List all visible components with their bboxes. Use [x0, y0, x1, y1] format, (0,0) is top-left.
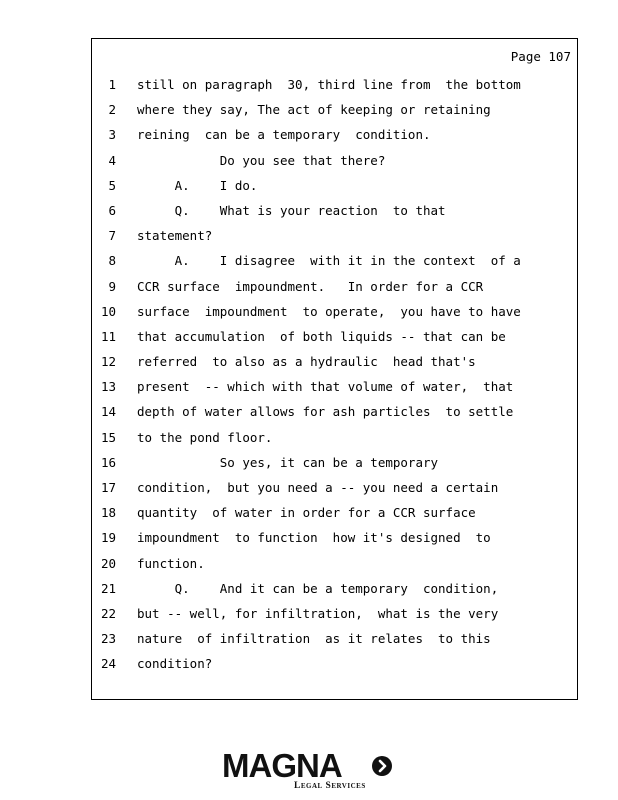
transcript-line — [92, 475, 577, 500]
line-text: referred to also as a hydraulic head that's — [137, 354, 476, 370]
transcript-line — [92, 173, 577, 198]
line-text: still on paragraph 30, third line from the bottom — [137, 77, 521, 92]
line-number: 3 — [108, 127, 116, 143]
transcript-line — [92, 525, 577, 550]
page-number: Page 107 — [510, 49, 571, 64]
line-text: A. I do. — [137, 177, 258, 193]
chevron-right-circle-icon — [372, 756, 392, 776]
line-number: 15 — [100, 429, 116, 445]
line-text: A. I disagree with it in the context of a — [137, 253, 521, 269]
line-number: 9 — [108, 278, 116, 294]
transcript-line — [92, 450, 577, 475]
transcript-line — [92, 122, 577, 147]
transcript-line — [92, 399, 577, 424]
transcript-line — [92, 425, 577, 450]
transcript-line — [92, 223, 577, 248]
line-text: depth of water allows for ash particles to settle — [137, 404, 514, 420]
logo-wordmark: MAGNA — [222, 747, 342, 784]
line-number: 16 — [100, 454, 116, 470]
line-text: So yes, it can be a temporary — [137, 454, 439, 470]
transcript-line — [92, 299, 577, 324]
transcript-line — [92, 324, 577, 349]
transcript-page — [91, 38, 578, 700]
transcript-lines — [92, 72, 577, 677]
line-number: 10 — [100, 303, 116, 319]
line-text: statement? — [137, 228, 213, 244]
line-number: 8 — [108, 253, 116, 269]
line-number: 1 — [108, 77, 116, 92]
transcript-line — [92, 374, 577, 399]
transcript-line — [92, 97, 577, 122]
transcript-line — [92, 576, 577, 601]
line-text: reining can be a temporary condition. — [137, 127, 431, 143]
line-number: 22 — [100, 605, 116, 621]
transcript-line — [92, 349, 577, 374]
line-number: 13 — [100, 379, 116, 395]
transcript-line — [92, 274, 577, 299]
transcript-line — [92, 651, 577, 676]
transcript-line — [92, 500, 577, 525]
line-number: 5 — [108, 177, 116, 193]
line-number: 18 — [100, 505, 116, 521]
line-text: CCR surface impoundment. In order for a CCR — [137, 278, 484, 294]
line-text: where they say, The act of keeping or retaining — [137, 102, 491, 118]
line-text: Q. And it can be a temporary condition, — [137, 580, 499, 596]
line-number: 24 — [100, 656, 116, 672]
transcript-line — [92, 626, 577, 651]
line-text: that accumulation of both liquids -- that can be — [137, 328, 506, 344]
line-number: 23 — [100, 631, 116, 647]
line-text: function. — [137, 555, 205, 571]
line-text: to the pond floor. — [137, 429, 273, 445]
line-number: 11 — [100, 328, 116, 344]
line-text: Do you see that there? — [137, 152, 386, 168]
line-text: surface impoundment to operate, you have to have — [137, 303, 521, 319]
logo-subtitle: Legal Services — [294, 781, 366, 791]
transcript-line — [92, 551, 577, 576]
transcript-line — [92, 198, 577, 223]
line-number: 17 — [100, 480, 116, 495]
transcript-line — [92, 148, 577, 173]
line-number: 21 — [100, 580, 116, 596]
line-number: 14 — [100, 404, 116, 420]
line-text: condition, but you need a -- you need a certain — [137, 480, 499, 495]
line-text: Q. What is your reaction to that — [137, 202, 446, 218]
transcript-line — [92, 248, 577, 273]
line-number: 12 — [100, 354, 116, 370]
line-number: 6 — [108, 202, 116, 218]
line-text: condition? — [137, 656, 213, 672]
line-text: impoundment to function how it's designed to — [137, 530, 491, 546]
transcript-line — [92, 601, 577, 626]
line-number: 19 — [100, 530, 116, 546]
line-text: quantity of water in order for a CCR surface — [137, 505, 476, 521]
line-number: 4 — [108, 152, 116, 168]
magna-logo — [222, 748, 398, 794]
line-text: nature of infiltration as it relates to this — [137, 631, 491, 647]
line-text: but -- well, for infiltration, what is the very — [137, 605, 499, 621]
line-text: present -- which with that volume of water, that — [137, 379, 514, 395]
line-number: 20 — [100, 555, 116, 571]
transcript-line — [92, 72, 577, 97]
line-number: 7 — [108, 228, 116, 244]
line-number: 2 — [108, 102, 116, 118]
